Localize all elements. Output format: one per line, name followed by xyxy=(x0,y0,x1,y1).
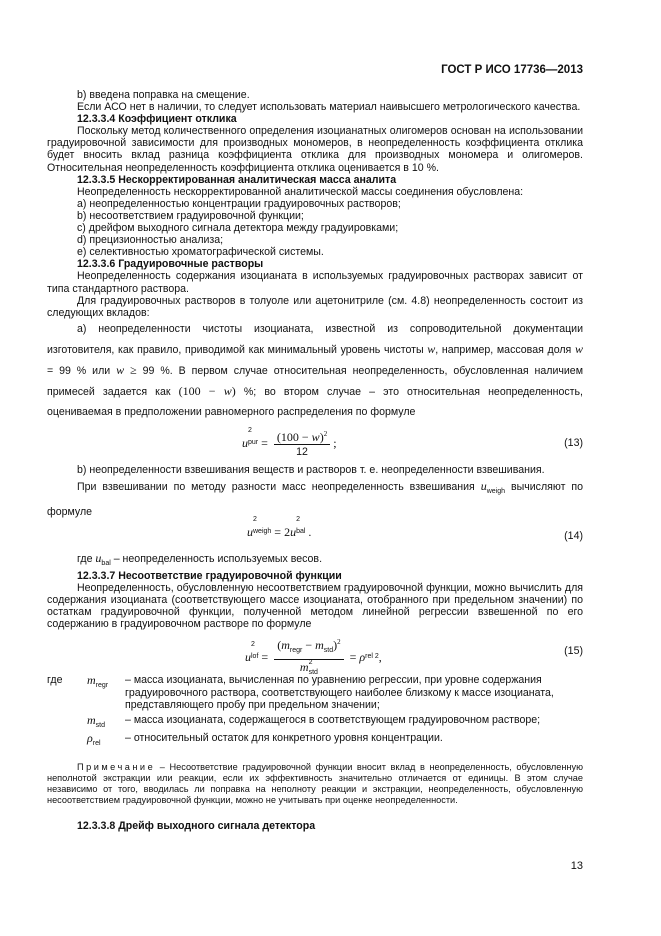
text-run: – неопределенность используемых весов. xyxy=(113,552,323,565)
section-heading: 12.3.3.8 Дрейф выходного сигнала детектора xyxy=(77,819,316,832)
note xyxy=(47,762,583,806)
equation-body xyxy=(247,515,312,539)
math-symbol: ρ xyxy=(359,650,366,665)
math-symbol: u xyxy=(242,435,248,450)
paragraph: Неопределенность нескорректированной аналитической массы соединения обусловлена: xyxy=(77,185,524,198)
list-item: a) неопределенностью концентрации градуировочных растворов; xyxy=(77,197,401,210)
math-equals: = xyxy=(346,650,360,665)
math-subscript: 2 lof xyxy=(251,641,259,661)
text-run: доля xyxy=(547,343,572,356)
fraction-denominator: m $_{2 std}$ xyxy=(299,658,318,676)
paragraph: Для градуировочных растворов в толуоле или ацетонитриле (см. 4.8) неопределенность состоит из следующих вкладов: xyxy=(47,294,583,319)
page-content xyxy=(47,89,583,832)
variable-symbol: $m_{std}$ xyxy=(87,712,106,729)
text-run: наличием примесей задается как xyxy=(47,364,583,398)
section-heading: 12.3.3.5 Нескорректированная аналитическая масса аналита xyxy=(77,173,397,186)
variable-definition: – масса изоцианата, содержащегося в соответствующем градуировочном растворе; xyxy=(125,713,541,726)
text-run: , например, массовая xyxy=(435,343,544,356)
document-header: ГОСТ Р ИСО 17736—2013 xyxy=(441,64,583,76)
variable-definition: – относительный остаток для конкретного уровня концентрации. xyxy=(125,731,443,744)
math-subscript: 2 bal xyxy=(296,515,306,535)
math-subscript: bal xyxy=(101,559,111,567)
list-item: b) несоответствием градуировочной функции; xyxy=(77,209,304,222)
paragraph: Если АСО нет в наличии, то следует использовать материал наивысшего метрологического качества. xyxy=(77,101,581,114)
equation-body xyxy=(242,428,337,458)
math-coefficient: 2 xyxy=(284,524,291,539)
text-run: = 99 % или xyxy=(47,364,111,377)
math-superscript: 2 xyxy=(372,653,379,661)
fraction-numerator: $(m_{regr} - m_{std})^2$ xyxy=(274,636,343,659)
equation-14 xyxy=(47,515,583,550)
list-item: d) прецизионностью анализа; xyxy=(77,234,224,247)
math-punctuation: , xyxy=(378,650,382,665)
variable-symbol: $\rho_{rel}$ xyxy=(87,730,101,747)
math-punctuation: ; xyxy=(333,435,337,450)
math-fraction xyxy=(274,428,330,458)
paragraph: b) введена поправка на смещение. xyxy=(77,89,250,101)
variable-symbol: $m_{regr}$ xyxy=(87,673,109,690)
text-run: При взвешивании по методу разности масс неопределенность взвешивания xyxy=(77,480,475,493)
text-run: %; во втором случае – это относительная неопределенность, оцениваемая в предположении равномерного распределения по формуле xyxy=(47,385,583,418)
list-item: c) дрейфом выходного сигнала детектора между градуировками; xyxy=(77,222,399,235)
math-w: w xyxy=(574,341,583,356)
math-geq: ≥ xyxy=(124,362,143,377)
math-w: w xyxy=(427,341,436,356)
paragraph: b) неопределенности взвешивания веществ и растворов т. е. неопределенности взвешивания. xyxy=(77,463,545,476)
equation-body xyxy=(245,636,382,678)
math-symbol: u xyxy=(480,478,487,493)
math-equals: = xyxy=(258,435,271,450)
section-heading: 12.3.3.4 Коэффициент отклика xyxy=(77,113,237,126)
note-text: – Несоответствие градуировочной функции вносит вклад в неопределенность, обусловленную неполнотой экстракции или реакции, если их эффективность значительно отличается от единицы. В этом случае независимо от того, вводилась ли поправка на неполноту реакции и экстракции, неопределенность, обусловленную несоответствием градуировочной функции, можно не учитывать при оценке неопределенности. xyxy=(47,761,583,805)
equation-number: (13) xyxy=(564,436,583,449)
where-label: где xyxy=(47,674,63,687)
math-equals: = xyxy=(258,650,272,665)
text-run: вычисляют по формуле xyxy=(47,480,584,518)
paragraph: Неопределенность содержания изоцианата в используемых градуировочных растворах зависит от типа стандартного раствора. xyxy=(47,270,583,295)
equation-15 xyxy=(47,632,583,676)
list-item: e) селективностью хроматографической системы. xyxy=(77,246,324,259)
fraction-numerator: $(100 - w)^2$ xyxy=(274,428,330,445)
variable-definitions xyxy=(47,674,583,749)
math-expression: (100 − w) xyxy=(178,383,236,398)
math-symbol: u xyxy=(247,524,253,539)
paragraph: Поскольку метод количественного определения изоцианатных олигомеров основан на использовании градуировочной зависимости для производных мономеров, в неопределенность коэффициента отклика будет вносить вклад разница коэффициента отклика для производных мономера и олигомеров. Относительная неопределенность коэффициента отклика оценивается в 10 %. xyxy=(47,125,583,174)
paragraph xyxy=(47,476,583,522)
math-fraction xyxy=(274,636,343,678)
math-equals: = xyxy=(271,524,285,539)
variable-definition: – масса изоцианата, вычисленная по уравнению регрессии, при уровне содержания градуировочного раствора, соответствующего наиболее близкому к массе изоцианата, представляющего пробу при предельном значении; xyxy=(125,674,554,711)
math-subscript: rel xyxy=(365,653,373,661)
math-subscript: 2 weigh xyxy=(253,515,272,535)
section-heading: 12.3.3.7 Несоответствие градуировочной функции xyxy=(77,569,342,582)
text-run: a) неопределенности чистоты изоцианата, известной из сопроводительной документации изготовителя, как правило, приводимой как минимальный уровень чистоты xyxy=(47,322,583,356)
equation-number: (15) xyxy=(564,645,583,658)
math-w: w xyxy=(116,362,125,377)
math-symbol: u xyxy=(245,650,251,665)
text-run: 99 %. В первом случае относительная неопределенность, обусловленная xyxy=(142,364,529,377)
math-subscript: 2 pur xyxy=(248,426,259,446)
math-symbol: u xyxy=(95,550,102,565)
section-heading: 12.3.3.6 Градуировочные растворы xyxy=(77,258,264,271)
paragraph: Неопределенность, обусловленную несоответствием градуировочной функции, можно вычислить для содержания изоцианата (соответствующего массе изоцианата, отобранного при предельном значении) по остаткам градуировочной функции, полученной методом линейной регрессии взвешенной по его содержанию в градуировочном растворе по формуле xyxy=(47,582,583,631)
paragraph xyxy=(47,319,583,422)
fraction-denominator: 12 xyxy=(296,445,308,458)
page-number: 13 xyxy=(570,860,583,872)
math-subscript: weigh xyxy=(486,487,506,495)
equation-number: (14) xyxy=(564,529,583,542)
text-run: где xyxy=(77,552,93,565)
equation-13 xyxy=(47,424,583,462)
math-punctuation: . xyxy=(305,524,312,539)
paragraph xyxy=(47,552,583,570)
note-label: Примечание xyxy=(77,761,156,772)
math-symbol: u xyxy=(290,524,297,539)
